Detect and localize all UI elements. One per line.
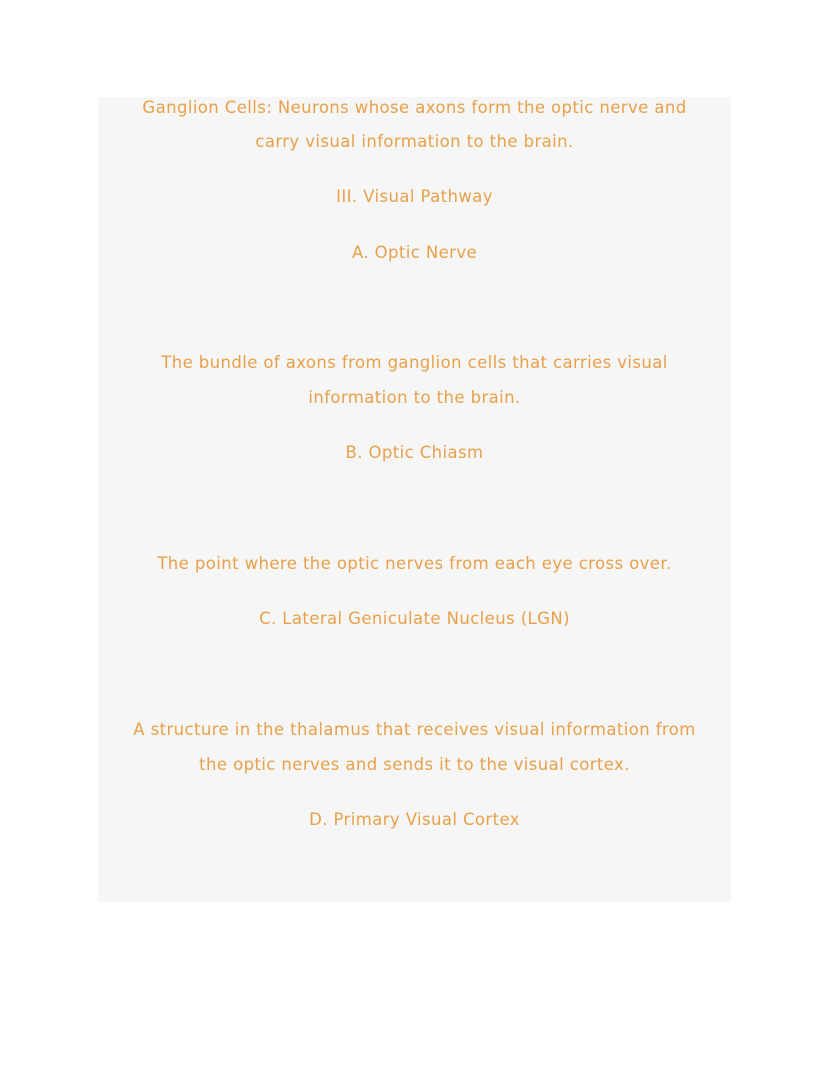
optic-nerve-text-line-2: information to the brain. (308, 388, 521, 407)
subheading-primary-visual-cortex: D. Primary Visual Cortex (309, 810, 520, 829)
lgn-text-line-2: the optic nerves and sends it to the visual cortex. (199, 755, 630, 774)
subheading-optic-nerve: A. Optic Nerve (351, 243, 478, 262)
subheading-lgn: C. Lateral Geniculate Nucleus (LGN) (259, 609, 570, 628)
ganglion-cells-text-line-2: carry visual information to the brain. (255, 132, 574, 151)
lgn-text-line-1: A structure in the thalamus that receives visual information from (133, 720, 696, 739)
document-page (98, 97, 731, 902)
ganglion-cells-text-line-1: Ganglion Cells: Neurons whose axons form the optic nerve and (142, 98, 687, 117)
optic-nerve-text-line-1: The bundle of axons from ganglion cells that carries visual (161, 353, 668, 372)
subheading-optic-chiasm: B. Optic Chiasm (345, 443, 484, 462)
section-heading-visual-pathway: III. Visual Pathway (336, 187, 493, 206)
optic-chiasm-text: The point where the optic nerves from each eye cross over. (157, 554, 672, 573)
